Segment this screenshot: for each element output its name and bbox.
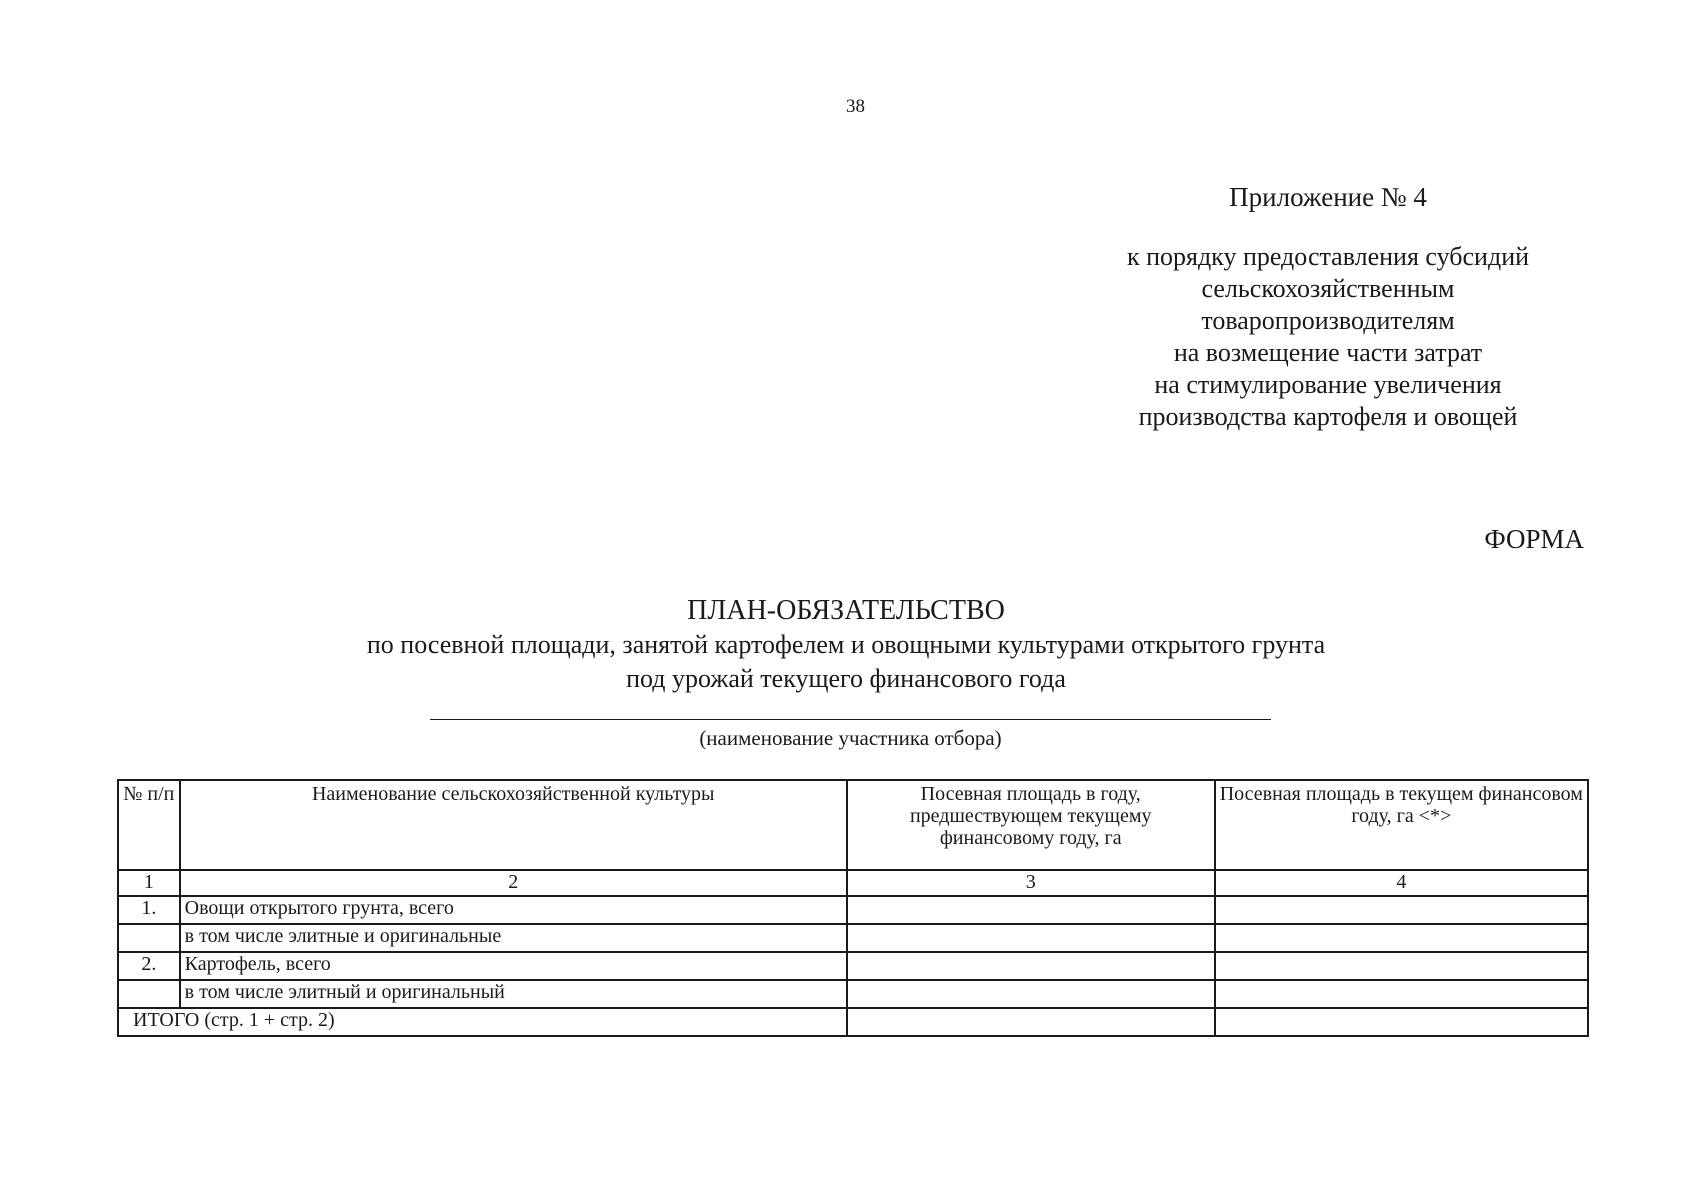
table-header-row [118,780,1588,870]
appendix-title: Приложение № 4 [1229,182,1427,212]
appendix-line: товаропроизводителям [1201,306,1455,335]
header-crop-name: Наименование сельскохозяйственной культуры [180,780,847,870]
header-prev-area: Посевная площадь в году, предшествующем текущему финансовому году, га [847,780,1215,870]
appendix-text [1088,241,1568,433]
crop-name: в том числе элитные и оригинальные [180,924,847,952]
appendix-line: к порядку предоставления субсидий [1126,242,1530,271]
appendix-line: на стимулирование увеличения [1154,370,1502,399]
column-number: 4 [1215,870,1588,896]
participant-caption: (наименование участника отбора) [699,726,1002,750]
page-number: 38 [846,96,865,117]
appendix-line: на возмещение части затрат [1173,338,1483,367]
table-row [118,952,1588,980]
column-number: 3 [847,870,1215,896]
column-number: 2 [180,870,847,896]
prev-area-cell[interactable] [847,952,1215,980]
curr-area-cell[interactable] [1215,896,1588,924]
row-number: 1. [118,896,180,924]
appendix-line: сельскохозяйственным [1201,274,1455,303]
participant-name-line[interactable] [430,719,1271,720]
header-num: № п/п [118,780,180,870]
table-row [118,896,1588,924]
prev-area-cell[interactable] [847,924,1215,952]
plan-subtitle-1: по посевной площади, занятой картофелем и овощными культурами открытого грунта [366,630,1326,659]
curr-area-cell[interactable] [1215,952,1588,980]
header-curr-area: Посевная площадь в текущем финансовом году, га <*> [1215,780,1588,870]
plan-subtitle-2: под урожай текущего финансового года [626,664,1066,693]
crop-name: Овощи открытого грунта, всего [180,896,847,924]
plan-table [117,779,1589,1037]
curr-area-cell[interactable] [1215,924,1588,952]
row-number: 2. [118,952,180,980]
appendix-block [1088,182,1568,433]
column-number: 1 [118,870,180,896]
table-row [118,980,1588,1008]
column-number-row [118,870,1588,896]
prev-area-cell[interactable] [847,980,1215,1008]
plan-header [0,594,1692,696]
crop-name: Картофель, всего [180,952,847,980]
form-label: ФОРМА [1484,524,1584,554]
plan-title: ПЛАН-ОБЯЗАТЕЛЬСТВО [687,595,1005,626]
prev-area-cell[interactable] [847,896,1215,924]
total-curr-area-cell[interactable] [1215,1008,1588,1036]
row-number [118,924,180,952]
total-prev-area-cell[interactable] [847,1008,1215,1036]
row-number [118,980,180,1008]
total-row [118,1008,1588,1036]
table-row [118,924,1588,952]
appendix-line: производства картофеля и овощей [1138,402,1518,431]
crop-name: в том числе элитный и оригинальный [180,980,847,1008]
total-label: ИТОГО (стр. 1 + стр. 2) [118,1008,847,1036]
curr-area-cell[interactable] [1215,980,1588,1008]
